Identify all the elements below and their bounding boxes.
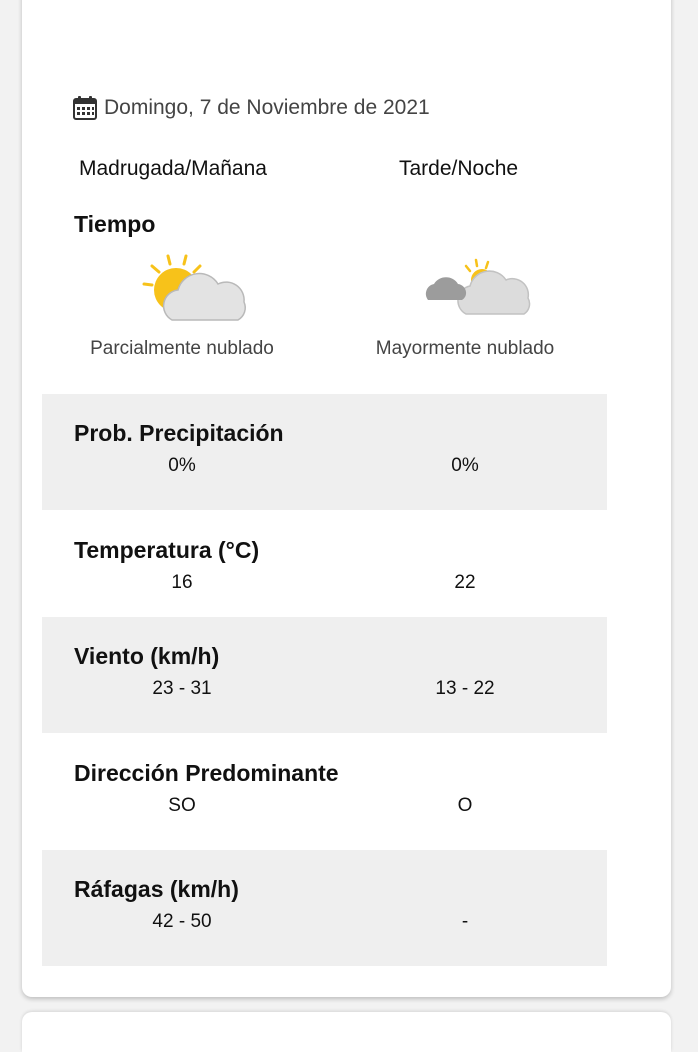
row-label: Ráfagas (km/h) (74, 876, 239, 902)
row-value-morning: 23 - 31 (152, 678, 212, 699)
weather-morning-description: Parcialmente nublado (90, 338, 274, 359)
date-text: Domingo, 7 de Noviembre de 2021 (104, 96, 430, 119)
weather-section-title: Tiempo (74, 211, 156, 237)
table-row-wind (42, 617, 607, 733)
mostly-cloudy-icon (422, 252, 534, 324)
row-value-afternoon: 13 - 22 (435, 678, 495, 699)
row-value-afternoon: 0% (451, 455, 479, 476)
period-afternoon-header: Tarde/Noche (399, 157, 519, 180)
forecast-date (72, 95, 430, 121)
table-row-gusts (42, 850, 607, 966)
row-value-afternoon: O (457, 795, 473, 816)
row-value-morning: 16 (171, 572, 193, 593)
row-value-morning: 42 - 50 (152, 911, 212, 932)
weather-afternoon-description: Mayormente nublado (375, 338, 555, 359)
row-label: Viento (km/h) (74, 643, 220, 669)
row-value-morning: 0% (168, 455, 196, 476)
table-row-direction (42, 734, 607, 850)
row-label: Dirección Predominante (74, 760, 339, 786)
row-value-afternoon: - (461, 911, 469, 932)
partly-cloudy-icon (138, 252, 250, 324)
row-label: Temperatura (°C) (74, 537, 260, 563)
table-row-temperature (42, 511, 607, 627)
next-forecast-card (22, 1012, 671, 1052)
row-value-afternoon: 22 (454, 572, 476, 593)
row-label: Prob. Precipitación (74, 420, 284, 446)
table-row-precipitation (42, 394, 607, 510)
period-morning-header: Madrugada/Mañana (79, 157, 267, 180)
row-value-morning: SO (168, 795, 196, 816)
calendar-icon (72, 95, 98, 121)
